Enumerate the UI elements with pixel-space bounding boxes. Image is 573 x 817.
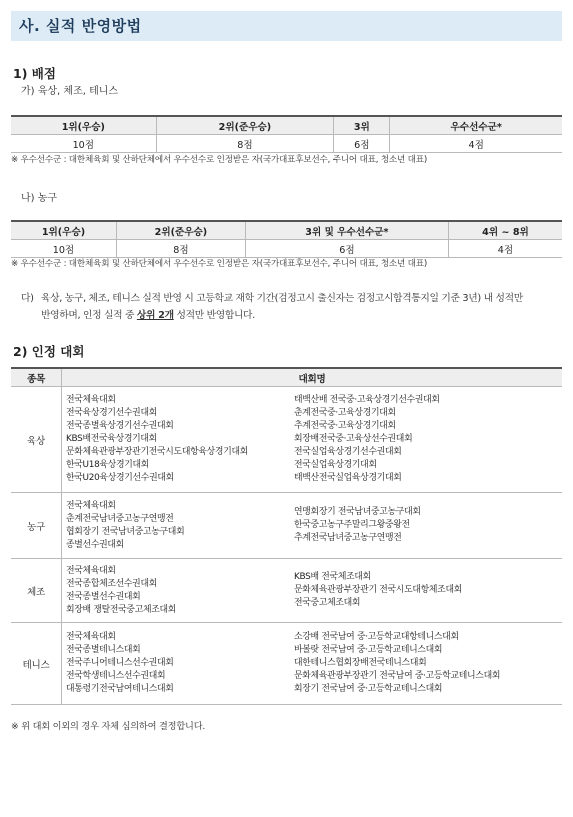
list-item: 회장배전국중·고육상선수권대회 <box>294 434 413 444</box>
list-item: KBS배 전국체조대회 <box>294 571 371 582</box>
label-track-gym-tennis: 가) 육상, 체조, 테니스 <box>21 86 119 97</box>
list-item: 전국중고체조대회 <box>294 597 361 608</box>
list-item: 한국중고농구주말리그왕중왕전 <box>294 519 410 530</box>
sport-cell: 체조 <box>11 559 62 623</box>
list-item: 춘계전국중·고육상경기대회 <box>294 408 396 418</box>
sport-cell: 테니스 <box>11 623 62 705</box>
list-item: 전국실업육상경기선수권대회 <box>294 447 402 457</box>
value-cell: 4점 <box>448 240 562 258</box>
page <box>11 11 562 732</box>
list-item: 한국U20육상경기선수권대회 <box>66 473 174 483</box>
list-item: 소강배 전국남여 중·고등학교대항테니스대회 <box>294 632 459 642</box>
header-cell: 4위 ~ 8위 <box>448 221 562 240</box>
header-sport: 종목 <box>11 368 62 387</box>
table-row <box>11 559 562 623</box>
list-item: 전국종별육상경기선수권대회 <box>66 421 174 431</box>
header-cell: 2위(준우승) <box>156 116 334 135</box>
competitions-header-row <box>11 368 562 387</box>
score-value-row <box>11 135 562 153</box>
sport-cell: 농구 <box>11 493 62 559</box>
reflection-paragraph <box>11 290 562 324</box>
value-cell: 8점 <box>116 240 245 258</box>
list-item: 한국U18육상경기대회 <box>66 460 150 470</box>
para-line-1: 육상, 농구, 체조, 테니스 실적 반영 시 고등학교 재학 기간(검정고시 출신자는 검정고시합격통지일 기준 3년) 내 성적만 <box>41 293 523 304</box>
para-label: 다) <box>21 293 34 304</box>
competition-col-2 <box>294 500 558 552</box>
para-line-2-post: 성적만 반영합니다. <box>173 310 255 321</box>
competitions-table <box>11 367 562 705</box>
value-cell: 6점 <box>245 240 448 258</box>
list-item: 전국종별선수권대회 <box>66 591 141 602</box>
value-cell: 8점 <box>156 135 334 153</box>
header-cell: 2위(준우승) <box>116 221 245 240</box>
list-item: 협회장기 전국남녀중고농구대회 <box>66 526 185 537</box>
header-competition: 대회명 <box>62 368 563 387</box>
label-basketball: 나) 농구 <box>21 193 58 204</box>
list-item: 태백산배 전국중·고육상경기선수권대회 <box>294 395 440 405</box>
list-item: 문화체육관광부장관기 전국남여 중·고등학교테니스대회 <box>294 671 501 681</box>
list-item: 전국체육대회 <box>66 500 116 511</box>
table-row <box>11 623 562 705</box>
list-item: 춘계전국남녀중고농구연맹전 <box>66 513 174 524</box>
list-item: 전국종합체조선수권대회 <box>66 578 158 589</box>
competition-list <box>62 387 563 493</box>
list-item: 추계전국남녀중고농구연맹전 <box>294 532 402 543</box>
list-item: 전국학생테니스선수권대회 <box>66 671 166 681</box>
list-item: 태백산전국실업육상경기대회 <box>294 473 402 483</box>
para-line-2-pre: 반영하며, 인정 실적 중 <box>41 310 137 321</box>
list-item: KBS배전국육상경기대회 <box>66 434 157 444</box>
value-cell: 10점 <box>11 240 116 258</box>
list-item: 대통령기전국남여테니스대회 <box>66 684 174 694</box>
competition-col-1 <box>66 500 294 552</box>
list-item: 연맹회장기 전국남녀중고농구대회 <box>294 506 421 517</box>
score-header-row <box>11 221 562 240</box>
emphasis-top-two: 상위 2개 <box>136 310 174 321</box>
competition-col-1 <box>66 631 294 696</box>
list-item: 전국육상경기선수권대회 <box>66 408 158 418</box>
competition-list <box>62 559 563 623</box>
heading-scoring: 1) 배점 <box>13 66 56 81</box>
list-item: 바볼랏 전국남여 중·고등학교테니스대회 <box>294 645 443 655</box>
sport-cell: 육상 <box>11 387 62 493</box>
list-item: 전국종별테니스대회 <box>66 645 141 655</box>
footnote: ※ 위 대회 이외의 경우 자체 심의하여 결정합니다. <box>11 721 206 732</box>
list-item: 전국체육대회 <box>66 395 116 405</box>
heading-recognized-competitions: 2) 인정 대회 <box>13 344 85 359</box>
list-item: 전국실업육상경기대회 <box>294 460 377 470</box>
score-header-row <box>11 116 562 135</box>
table-row <box>11 387 562 493</box>
competition-col-2 <box>294 565 558 617</box>
note-excellent-athletes-2: ※ 우수선수군 : 대한체육회 및 산하단체에서 우수선수로 인정받은 자(국가대표후보선수, 주니어 대표, 청소년 대표) <box>11 259 428 269</box>
value-cell: 10점 <box>11 135 156 153</box>
score-table-ga <box>11 115 562 153</box>
competition-list <box>62 623 563 705</box>
competition-col-1 <box>66 394 294 485</box>
value-cell: 6점 <box>334 135 390 153</box>
competition-list <box>62 493 563 559</box>
header-cell: 3위 및 우수선수군* <box>245 221 448 240</box>
list-item: 문화체육관광부장관기전국시도대항육상경기대회 <box>66 447 249 457</box>
note-excellent-athletes: ※ 우수선수군 : 대한체육회 및 산하단체에서 우수선수로 인정받은 자(국가대표후보선수, 주니어 대표, 청소년 대표) <box>11 155 428 165</box>
header-cell: 1위(우승) <box>11 221 116 240</box>
list-item: 전국체육대회 <box>66 565 116 576</box>
value-cell: 4점 <box>390 135 562 153</box>
list-item: 전국체육대회 <box>66 632 116 642</box>
competition-col-2 <box>294 394 558 485</box>
score-value-row <box>11 240 562 258</box>
list-item: 회장기 전국남여 중·고등학교테니스대회 <box>294 684 443 694</box>
competition-col-1 <box>66 565 294 617</box>
para-line-2 <box>21 307 562 324</box>
list-item: 대한테니스협회장배전국테니스대회 <box>294 658 427 668</box>
header-cell: 3위 <box>334 116 390 135</box>
list-item: 전국주니어테니스선수권대회 <box>66 658 174 668</box>
competition-col-2 <box>294 631 558 696</box>
list-item: 추계전국중·고육상경기대회 <box>294 421 396 431</box>
section-title: 사. 실적 반영방법 <box>11 11 562 41</box>
list-item: 문화체육관광부장관기 전국시도대항체조대회 <box>294 584 462 595</box>
score-table-na <box>11 220 562 258</box>
header-cell: 우수선수군* <box>390 116 562 135</box>
list-item: 종별선수권대회 <box>66 539 124 550</box>
header-cell: 1위(우승) <box>11 116 156 135</box>
list-item: 회장배 쟁탈전국중고체조대회 <box>66 604 177 615</box>
table-row <box>11 493 562 559</box>
